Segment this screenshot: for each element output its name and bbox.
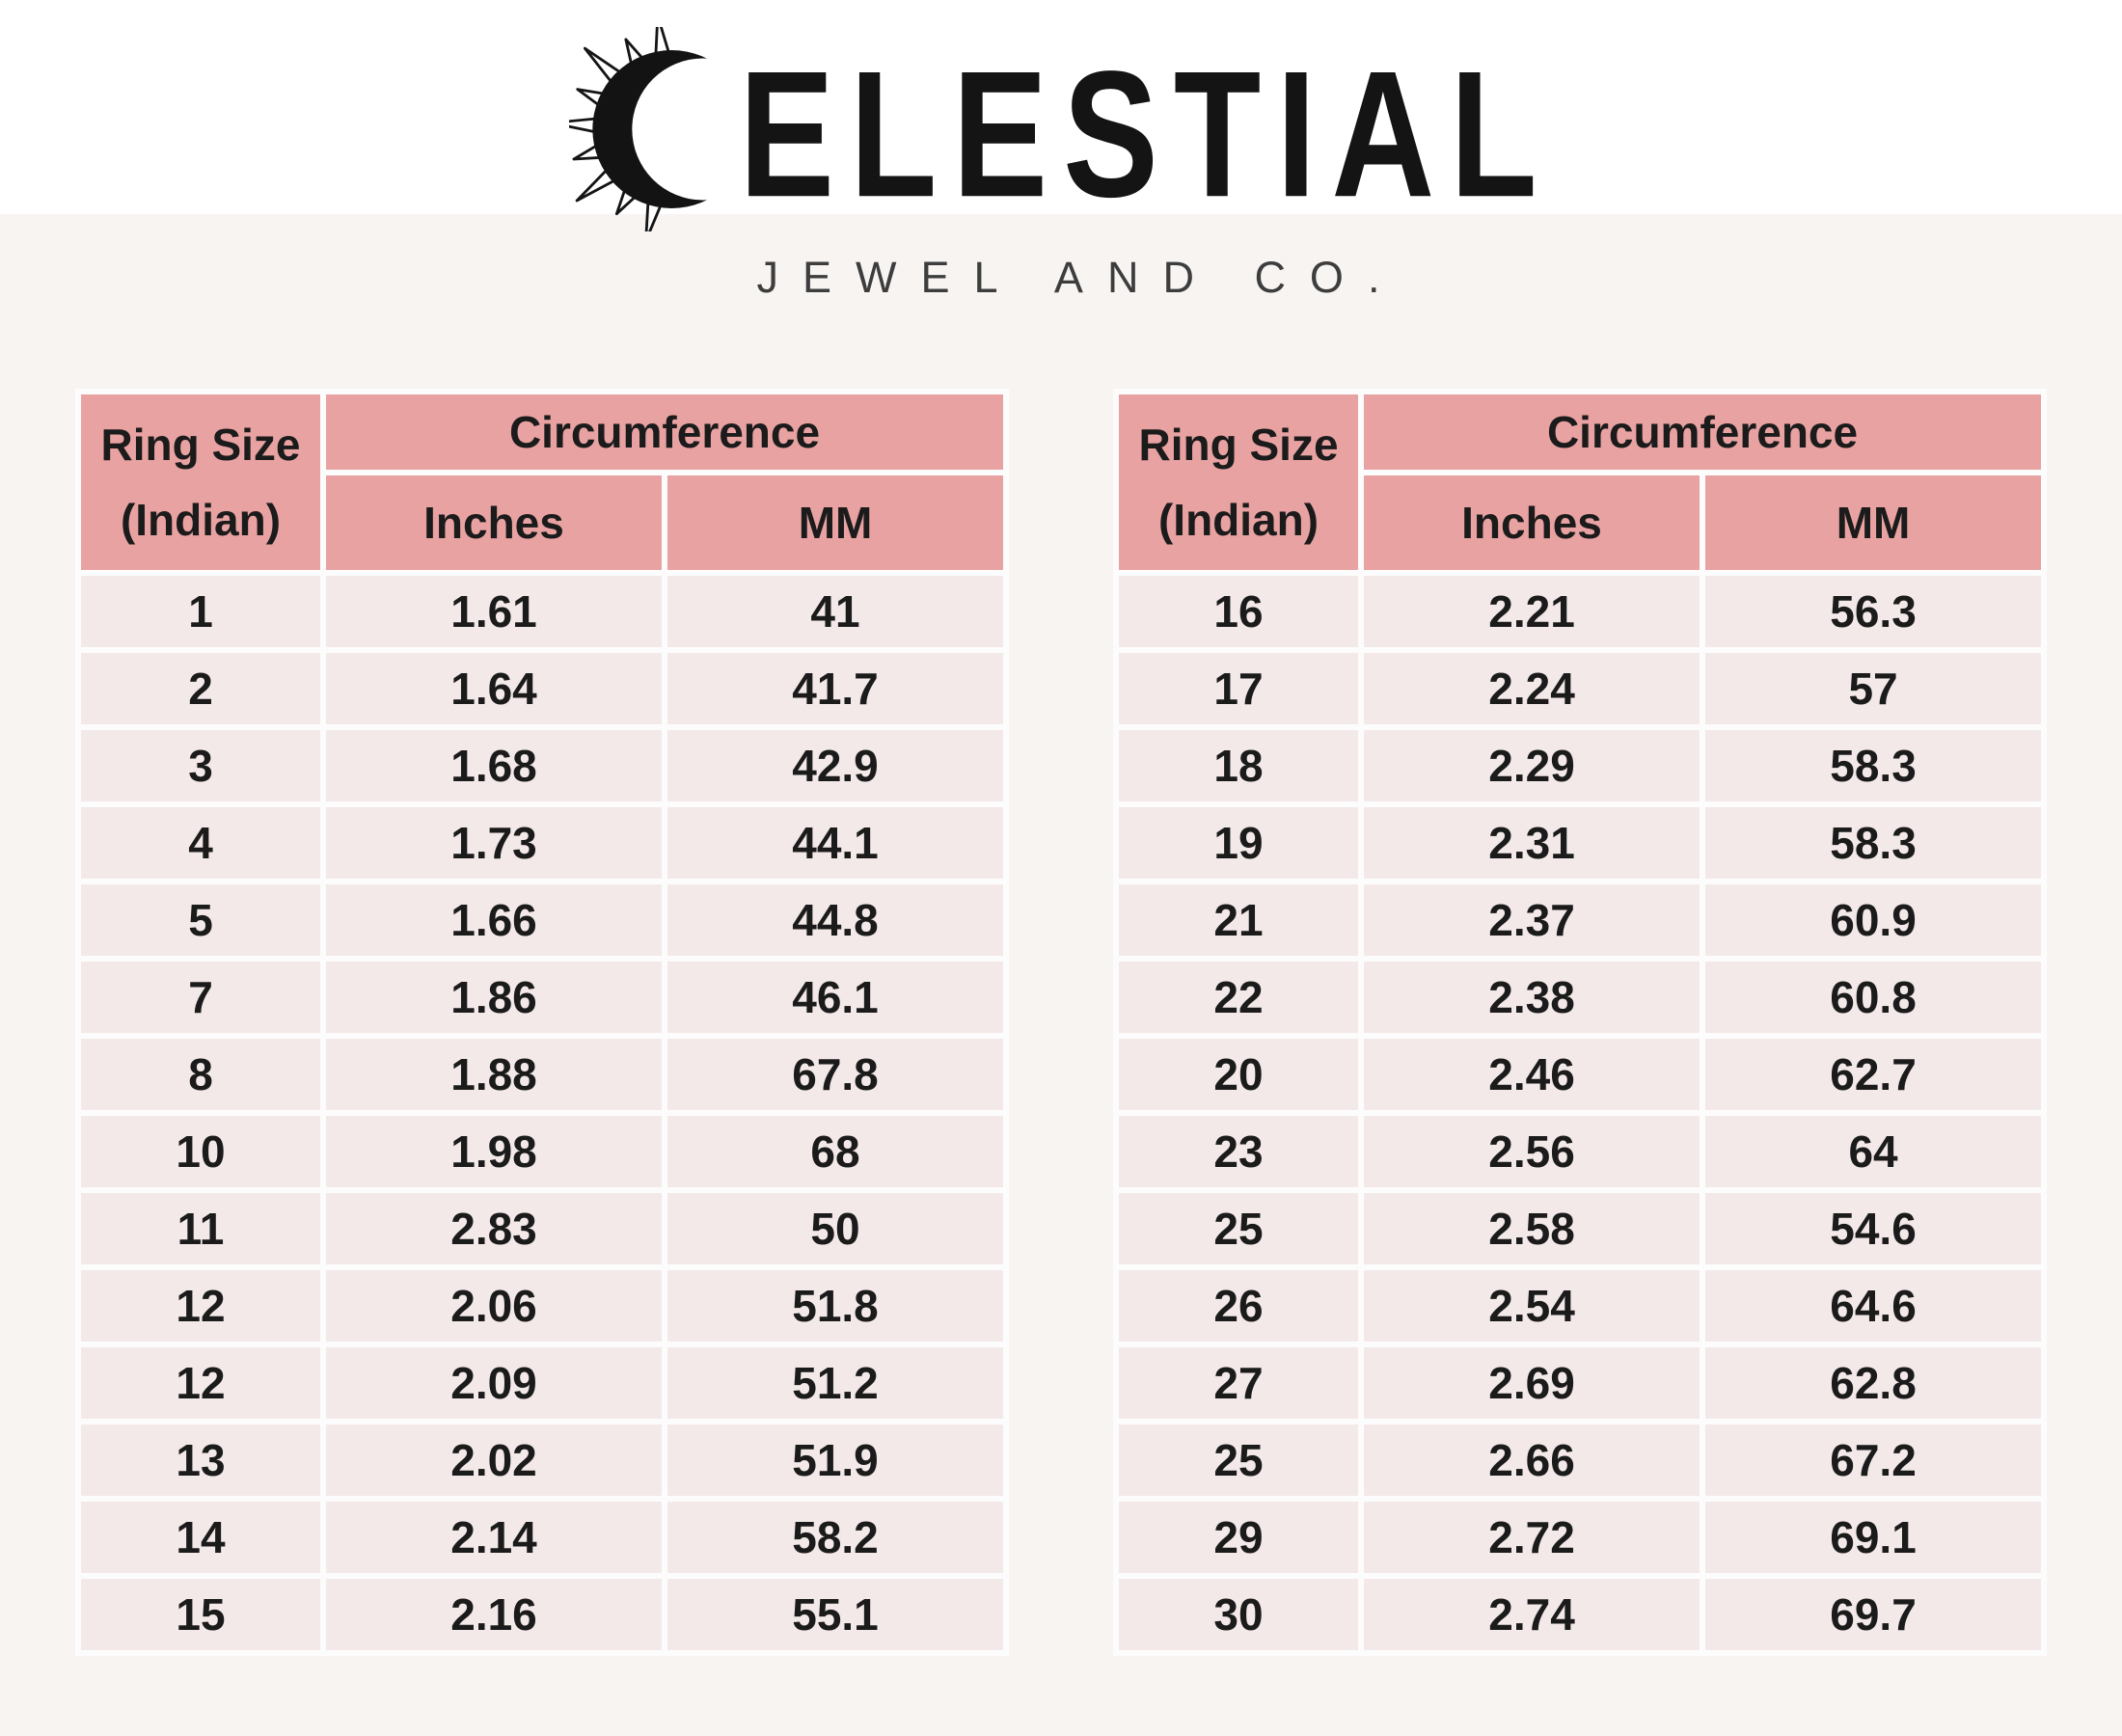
cell-mm: 42.9 [667, 730, 1003, 801]
cell-mm: 56.3 [1705, 576, 2041, 647]
ring-size-line1: Ring Size [100, 419, 301, 470]
cell-inches: 1.98 [326, 1116, 662, 1187]
cell-size: 2 [81, 653, 320, 724]
cell-mm: 50 [667, 1193, 1003, 1264]
ring-size-header [1119, 394, 1358, 570]
circumference-header: Circumference [326, 394, 1003, 470]
brand-name: ELESTIAL [739, 34, 1553, 235]
cell-mm: 46.1 [667, 962, 1003, 1033]
cell-size: 16 [1119, 576, 1358, 647]
cell-inches: 1.61 [326, 576, 662, 647]
cell-size: 13 [81, 1424, 320, 1496]
cell-inches: 1.73 [326, 807, 662, 879]
ring-size-header-text [1119, 394, 1358, 570]
cell-inches: 1.64 [326, 653, 662, 724]
ring-size-line2: (Indian) [120, 495, 282, 546]
cell-inches: 2.29 [1364, 730, 1700, 801]
table-row [1119, 1039, 2041, 1110]
cell-mm: 69.7 [1705, 1579, 2041, 1650]
cell-size: 5 [81, 884, 320, 956]
inches-header: Inches [326, 475, 662, 570]
cell-mm: 64.6 [1705, 1270, 2041, 1342]
table-row [81, 1424, 1003, 1496]
table-row [81, 1039, 1003, 1110]
table-row [81, 884, 1003, 956]
sun-crescent-logo-icon [569, 27, 752, 231]
cell-inches: 2.74 [1364, 1579, 1700, 1650]
cell-size: 3 [81, 730, 320, 801]
cell-size: 15 [81, 1579, 320, 1650]
right-size-table [1113, 389, 2047, 1656]
cell-mm: 44.1 [667, 807, 1003, 879]
table-row [1119, 807, 2041, 879]
table-row [81, 1270, 1003, 1342]
cell-mm: 57 [1705, 653, 2041, 724]
table-row [1119, 730, 2041, 801]
cell-mm: 41.7 [667, 653, 1003, 724]
cell-mm: 51.9 [667, 1424, 1003, 1496]
cell-mm: 55.1 [667, 1579, 1003, 1650]
cell-mm: 62.7 [1705, 1039, 2041, 1110]
mm-header: MM [667, 475, 1003, 570]
cell-mm: 58.3 [1705, 730, 2041, 801]
table-row [81, 1193, 1003, 1264]
cell-size: 23 [1119, 1116, 1358, 1187]
table-row [1119, 1424, 2041, 1496]
cell-size: 12 [81, 1347, 320, 1419]
ring-size-header [81, 394, 320, 570]
cell-inches: 2.46 [1364, 1039, 1700, 1110]
cell-mm: 58.2 [667, 1502, 1003, 1573]
cell-inches: 2.24 [1364, 653, 1700, 724]
cell-size: 20 [1119, 1039, 1358, 1110]
table-row [81, 807, 1003, 879]
cell-mm: 54.6 [1705, 1193, 2041, 1264]
cell-mm: 51.2 [667, 1347, 1003, 1419]
cell-size: 22 [1119, 962, 1358, 1033]
table-row [81, 962, 1003, 1033]
cell-size: 11 [81, 1193, 320, 1264]
left-size-table [75, 389, 1009, 1656]
cell-mm: 69.1 [1705, 1502, 2041, 1573]
cell-inches: 2.14 [326, 1502, 662, 1573]
cell-inches: 1.88 [326, 1039, 662, 1110]
brand-header [0, 27, 2122, 303]
cell-inches: 2.66 [1364, 1424, 1700, 1496]
table-row [1119, 1116, 2041, 1187]
cell-inches: 2.38 [1364, 962, 1700, 1033]
header-row-1 [1119, 394, 2041, 470]
size-tables [75, 389, 2047, 1656]
cell-inches: 2.72 [1364, 1502, 1700, 1573]
cell-size: 8 [81, 1039, 320, 1110]
cell-size: 25 [1119, 1193, 1358, 1264]
cell-mm: 60.8 [1705, 962, 2041, 1033]
cell-inches: 2.83 [326, 1193, 662, 1264]
table-row [81, 1502, 1003, 1573]
cell-mm: 51.8 [667, 1270, 1003, 1342]
cell-size: 27 [1119, 1347, 1358, 1419]
cell-inches: 1.86 [326, 962, 662, 1033]
ring-size-header-text [81, 394, 320, 570]
cell-mm: 64 [1705, 1116, 2041, 1187]
cell-inches: 1.68 [326, 730, 662, 801]
cell-mm: 44.8 [667, 884, 1003, 956]
mm-header: MM [1705, 475, 2041, 570]
right-table-body [1119, 576, 2041, 1650]
cell-inches: 2.16 [326, 1579, 662, 1650]
left-table-header [81, 394, 1003, 570]
table-row [1119, 884, 2041, 956]
header-row-1 [81, 394, 1003, 470]
cell-size: 18 [1119, 730, 1358, 801]
circumference-header: Circumference [1364, 394, 2041, 470]
table-row [81, 576, 1003, 647]
brand-tagline: JEWEL AND CO. [756, 253, 1404, 302]
cell-size: 21 [1119, 884, 1358, 956]
table-row [81, 1347, 1003, 1419]
cell-inches: 2.54 [1364, 1270, 1700, 1342]
cell-inches: 2.21 [1364, 576, 1700, 647]
cell-mm: 60.9 [1705, 884, 2041, 956]
table-row [81, 1579, 1003, 1650]
cell-inches: 2.37 [1364, 884, 1700, 956]
table-row [1119, 962, 2041, 1033]
cell-size: 12 [81, 1270, 320, 1342]
table-row [1119, 1270, 2041, 1342]
cell-size: 26 [1119, 1270, 1358, 1342]
table-row [1119, 653, 2041, 724]
cell-size: 25 [1119, 1424, 1358, 1496]
cell-inches: 2.69 [1364, 1347, 1700, 1419]
cell-inches: 1.66 [326, 884, 662, 956]
cell-size: 7 [81, 962, 320, 1033]
inches-header: Inches [1364, 475, 1700, 570]
cell-inches: 2.58 [1364, 1193, 1700, 1264]
cell-size: 17 [1119, 653, 1358, 724]
cell-size: 19 [1119, 807, 1358, 879]
ring-size-line1: Ring Size [1138, 419, 1339, 470]
cell-size: 29 [1119, 1502, 1358, 1573]
cell-size: 14 [81, 1502, 320, 1573]
cell-size: 30 [1119, 1579, 1358, 1650]
cell-mm: 67.8 [667, 1039, 1003, 1110]
cell-inches: 2.09 [326, 1347, 662, 1419]
table-row [81, 653, 1003, 724]
table-row [81, 730, 1003, 801]
cell-mm: 58.3 [1705, 807, 2041, 879]
left-table-body [81, 576, 1003, 1650]
table-row [1119, 576, 2041, 647]
cell-size: 1 [81, 576, 320, 647]
cell-inches: 2.06 [326, 1270, 662, 1342]
cell-mm: 62.8 [1705, 1347, 2041, 1419]
cell-size: 4 [81, 807, 320, 879]
ring-size-line2: (Indian) [1157, 495, 1319, 546]
cell-inches: 2.02 [326, 1424, 662, 1496]
cell-mm: 68 [667, 1116, 1003, 1187]
cell-mm: 41 [667, 576, 1003, 647]
cell-size: 10 [81, 1116, 320, 1187]
table-row [1119, 1579, 2041, 1650]
brand-logo-row [569, 27, 1553, 235]
cell-inches: 2.56 [1364, 1116, 1700, 1187]
table-row [1119, 1347, 2041, 1419]
right-table-header [1119, 394, 2041, 570]
table-row [1119, 1502, 2041, 1573]
table-row [1119, 1193, 2041, 1264]
cell-mm: 67.2 [1705, 1424, 2041, 1496]
table-row [81, 1116, 1003, 1187]
cell-inches: 2.31 [1364, 807, 1700, 879]
